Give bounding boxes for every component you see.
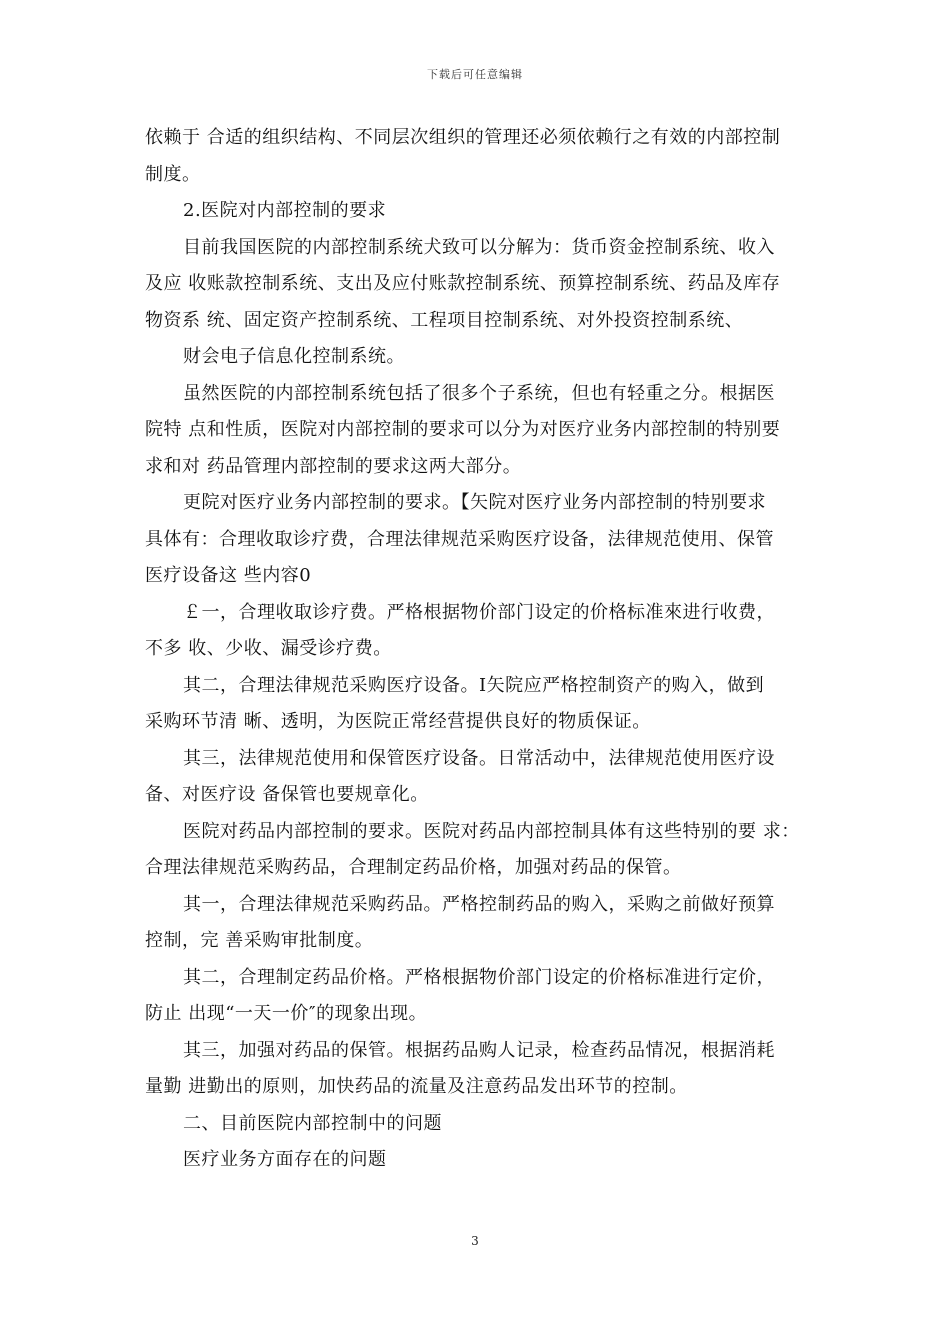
text-line: 目前我国医院的内部控制系统犬致可以分解为：货币资金控制系统、收入 (183, 236, 775, 258)
text-line: 防止 出现“一天一价″的现象出现。 (145, 1003, 428, 1024)
page-number: 3 (471, 1234, 479, 1248)
text-line: 依赖于 合适的组织结构、不同层次组织的管理还必须依赖行之有效的内部控制 (145, 127, 781, 148)
text-line: 医疗设备这 些内容0 (145, 565, 312, 586)
text-line: 不多 收、少收、漏受诊疗费。 (145, 638, 392, 659)
text-line: 医疗业务方面存在的问题 (183, 1149, 387, 1170)
text-line: 物资系 统、固定资产控制系统、工程项目控制系统、对外投资控制系统、 (145, 309, 744, 331)
text-line: 备、对医疗设 备保管也要规章化。 (145, 784, 429, 805)
text-line: 更院对医疗业务内部控制的要求。【矢院对医疗业务内部控制的特别要求 (183, 492, 766, 513)
text-line: 医院对药品内部控制的要求。医院对药品内部控制具体有这些特别的要 求： (183, 820, 800, 842)
text-line: 院特 点和性质，医院对内部控制的要求可以分为对医疗业务内部控制的特别要 (145, 419, 781, 440)
text-line: 量勤 进勤出的原则，加快药品的流量及注意药品发出环节的控制。 (145, 1076, 688, 1097)
text-line: 二、目前医院内部控制中的问题 (183, 1112, 442, 1134)
text-line: 及应 收账款控制系统、支出及应付账款控制系统、预算控制系统、药品及库存 (145, 273, 781, 294)
text-line: 其二，合理法律规范采购医疗设备。I矢院应严格控制资产的购入，做到 (183, 674, 765, 696)
text-line: 制度。 (145, 163, 201, 185)
text-line: 虽然医院的内部控制系统包括了很多个子系统，但也有轻重之分。根据医 (183, 382, 775, 404)
document-body (145, 120, 810, 1179)
page-header: 下载后可任意编辑 (427, 68, 523, 81)
text-line: 求和对 药品管理内部控制的要求这两大部分。 (145, 455, 522, 477)
text-line: 合理法律规范采购药品，合理制定药品价格，加强对药品的保管。 (145, 857, 682, 878)
text-line: 2.医院对内部控制的要求 (183, 200, 387, 221)
text-line: 其三，加强对药品的保管。根据药品购人记录，检查药品情况，根据消耗 (183, 1039, 775, 1061)
text-line: 其三，法律规范使用和保管医疗设备。日常活动中，法律规范使用医疗设 (183, 747, 775, 769)
text-line: 财会电子信息化控制系统。 (183, 346, 405, 367)
text-line: 其一，合理法律规范采购药品。严格控制药品的购入，采购之前做好预算 (183, 893, 775, 915)
text-line: 其二，合理制定药品价格。严格根据物价部门设定的价格标准进行定价， (183, 966, 775, 988)
text-line: ￡一，合理收取诊疗费。严格根据物价部门设定的价格标准來进行收费， (183, 601, 775, 623)
text-line: 采购环节清 晰、透明，为医院正常经营提供良好的物质保证。 (145, 711, 651, 732)
text-line: 具体有：合理收取诊疗费，合理法律规范采购医疗设备，法律规范使用、保管 (145, 528, 774, 550)
text-line: 控制，完 善采购审批制度。 (145, 930, 374, 951)
